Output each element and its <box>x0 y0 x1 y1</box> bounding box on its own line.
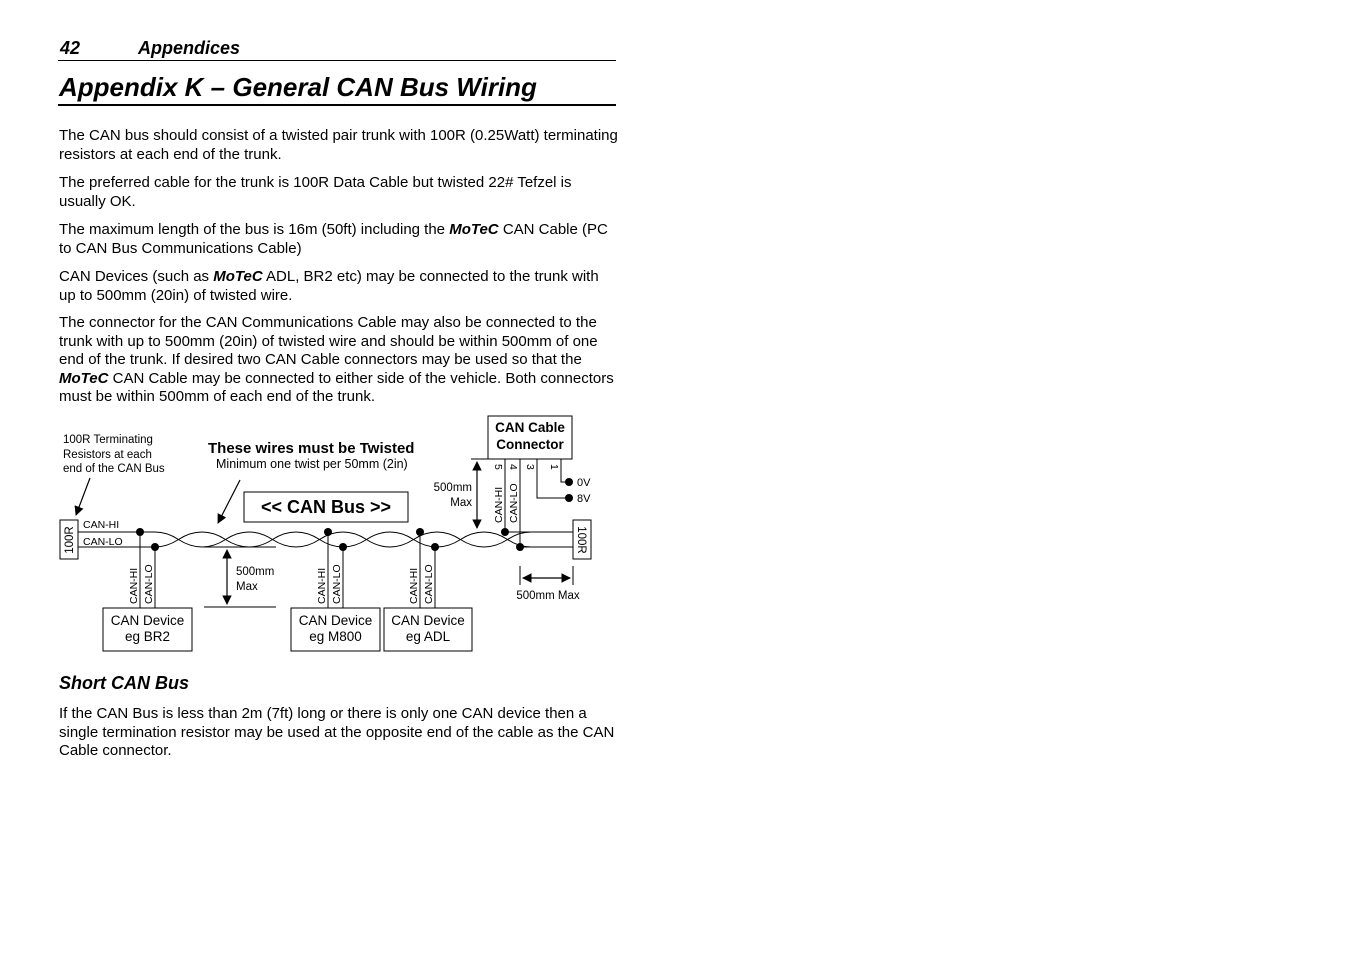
terminating-note-line2: Resistors at each <box>63 449 152 461</box>
pin-4-label: 4 <box>507 464 519 470</box>
stub-dimension-label-2: Max <box>236 581 258 593</box>
short-can-bus-paragraph: If the CAN Bus is less than 2m (7ft) long or there is only one CAN device then a single termination resistor may be used at the opposite end of the cable as the CAN Cable connector. <box>59 705 615 759</box>
connector-title-line1: CAN Cable <box>495 420 565 435</box>
text: The maximum length of the bus is 16m (50ft) including the <box>59 221 450 238</box>
left-resistor-label: 100R <box>64 526 76 554</box>
connector-dimension-label-2: Max <box>450 497 472 509</box>
device-m800-model: eg M800 <box>309 629 362 644</box>
supply-dots <box>565 478 573 502</box>
twisted-note-title: These wires must be Twisted <box>208 440 415 457</box>
supply-0v-label: 0V <box>577 477 591 489</box>
brand-name: MoTeC <box>213 268 263 285</box>
stub-dimension-label-1: 500mm <box>236 566 275 578</box>
text: CAN Cable may be connected to either side of the vehicle. Both connectors must be within 500mm of each end of the trunk. <box>59 369 614 405</box>
pin-3-label: 3 <box>524 464 536 470</box>
right-resistor-label: 100R <box>575 526 587 554</box>
twisted-note-subtitle: Minimum one twist per 50mm (2in) <box>216 457 408 471</box>
connector-can-lo-label: CAN-LO <box>508 483 520 523</box>
m800-can-lo-label: CAN-LO <box>331 564 343 604</box>
paragraph-cable: The preferred cable for the trunk is 100R Data Cable but twisted 22# Tefzel is usually OK. <box>59 174 572 210</box>
brand-name: MoTeC <box>449 221 499 238</box>
terminating-note-arrow <box>76 478 90 515</box>
text: ADL, BR2 etc) may be connected to the trunk with up to 500mm (20in) of twisted wire. <box>59 268 599 304</box>
text: CAN Devices (such as <box>59 268 214 285</box>
supply-8v-label: 8V <box>577 493 591 505</box>
device-br2-name: CAN Device <box>110 613 185 628</box>
device-m800-name: CAN Device <box>298 613 373 628</box>
connector-can-hi-label: CAN-HI <box>493 486 505 523</box>
pin-1-label: 1 <box>548 464 560 470</box>
br2-can-hi-label: CAN-HI <box>128 567 140 604</box>
device-adl-name: CAN Device <box>391 613 465 628</box>
terminating-note-line1: 100R Terminating <box>63 434 153 446</box>
connector-dimension-label-1: 500mm <box>433 482 472 494</box>
terminating-note-line3: end of the CAN Bus <box>63 463 165 475</box>
text: CAN Cable (PC to CAN Bus Communications Cable) <box>59 221 608 257</box>
short-can-bus-heading: Short CAN Bus <box>59 673 189 693</box>
page-number: 42 <box>60 38 81 58</box>
brand-name: MoTeC <box>59 369 109 387</box>
pin-5-label: 5 <box>492 464 504 470</box>
page-title-text: Appendix K – General CAN Bus Wiring <box>59 72 537 102</box>
trunk-can-lo-label: CAN-LO <box>83 536 123 548</box>
adl-can-hi-label: CAN-HI <box>408 567 420 604</box>
section-name: Appendices <box>138 38 241 58</box>
device-br2-model: eg BR2 <box>124 629 171 644</box>
junction-dots <box>136 528 524 551</box>
trunk-can-hi-label: CAN-HI <box>83 519 120 531</box>
text: The connector for the CAN Communications Cable may also be connected to the trunk with up to 500mm (20in) of twisted wire and should be within 500mm of one end of the trunk. If desired two CAN Cable connectors may be used so that the <box>59 314 598 368</box>
adl-can-lo-label: CAN-LO <box>423 564 435 604</box>
end-dimension-label: 500mm Max <box>516 590 580 602</box>
m800-can-hi-label: CAN-HI <box>316 567 328 604</box>
twisted-note-arrow <box>218 480 240 523</box>
device-stubs <box>140 532 435 608</box>
device-adl-model: eg ADL <box>405 629 451 644</box>
connector-title-line2: Connector <box>496 437 564 452</box>
br2-can-lo-label: CAN-LO <box>143 564 155 604</box>
paragraph-trunk: The CAN bus should consist of a twisted pair trunk with 100R (0.25Watt) terminating resistors at each end of the trunk. <box>59 127 618 163</box>
can-bus-label: << CAN Bus >> <box>260 497 392 517</box>
